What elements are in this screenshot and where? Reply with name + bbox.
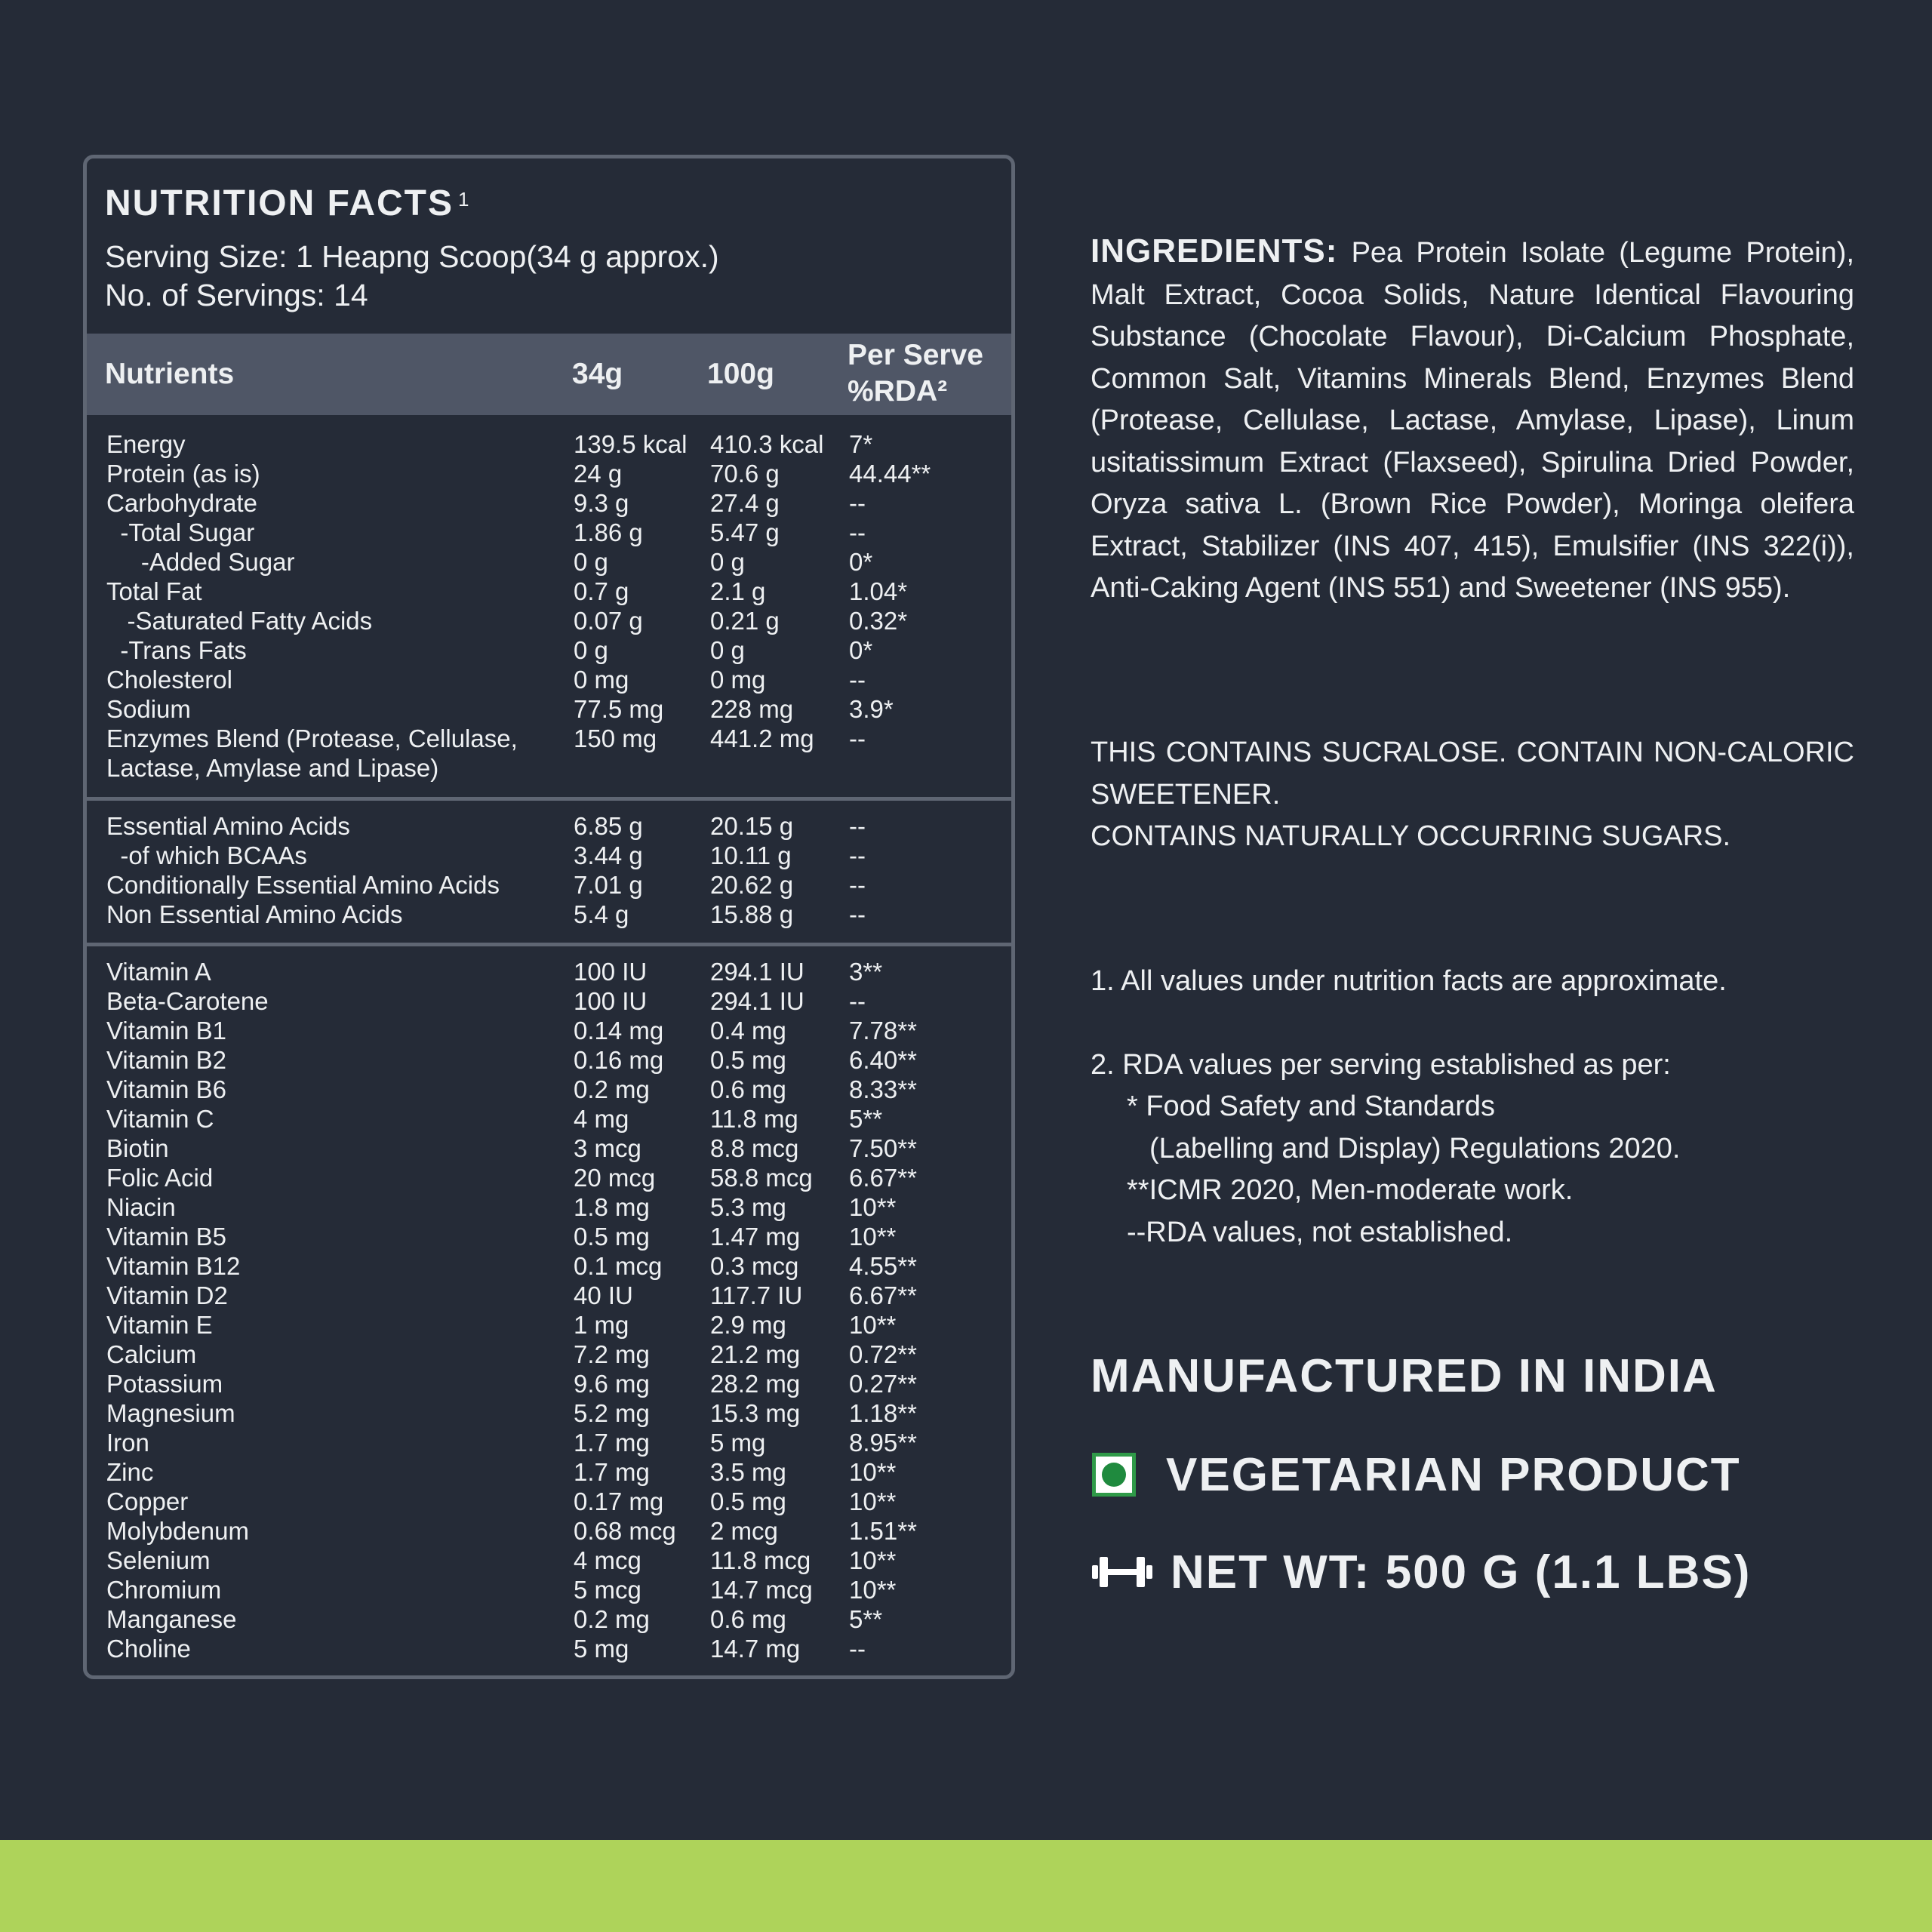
nutrient-row (87, 518, 1011, 547)
serving-info (105, 238, 719, 315)
value-100g: 0.5 mg (710, 1046, 786, 1074)
rda-percent: 1.51** (849, 1517, 917, 1545)
footnote-2-not-established: --RDA values, not established. (1127, 1216, 1513, 1248)
nutrient-row (87, 1163, 1011, 1192)
manufactured-in-india: MANUFACTURED IN INDIA (1091, 1350, 1718, 1402)
rda-percent: 10** (849, 1193, 897, 1221)
rda-percent: 10** (849, 1311, 897, 1339)
nutrient-name: Vitamin E (106, 1311, 213, 1339)
rda-percent: 7* (849, 430, 873, 458)
value-100g: 0.3 mcg (710, 1252, 799, 1280)
value-100g: 2.1 g (710, 577, 766, 605)
net-weight-badge (1091, 1542, 1751, 1602)
nutrient-row (87, 1546, 1011, 1575)
value-34g: 6.85 g (574, 812, 643, 840)
value-34g: 3 mcg (574, 1134, 641, 1162)
value-100g: 21.2 mg (710, 1340, 801, 1368)
value-34g: 0.16 mg (574, 1046, 664, 1074)
bottom-accent-band (0, 1840, 1932, 1932)
value-100g: 0 mg (710, 666, 766, 694)
nutrition-title: NUTRITION FACTS $^1$ (105, 183, 471, 223)
rda-percent: 6.67** (849, 1281, 917, 1309)
rda-percent: 3.9* (849, 695, 894, 723)
value-100g: 0 g (710, 548, 745, 576)
rda-percent: -- (849, 900, 866, 928)
rda-percent: 8.95** (849, 1429, 917, 1457)
nutrient-row (87, 1310, 1011, 1340)
value-34g: 5 mcg (574, 1576, 641, 1604)
value-34g: 139.5 kcal (574, 430, 688, 458)
nutrient-name: Vitamin B2 (106, 1046, 226, 1074)
nutrient-row (87, 724, 1011, 783)
rda-percent: 4.55** (849, 1252, 917, 1280)
macronutrients-section (87, 429, 1011, 783)
nutrient-row (87, 429, 1011, 459)
nutrient-name: -Saturated Fatty Acids (106, 607, 373, 635)
nutrient-row (87, 1075, 1011, 1104)
nutrient-name: Manganese (106, 1605, 237, 1633)
value-100g: 70.6 g (710, 460, 780, 488)
value-100g: 27.4 g (710, 489, 780, 517)
nutrient-row (87, 870, 1011, 900)
nutrient-name: Niacin (106, 1193, 176, 1221)
nutrient-row (87, 1575, 1011, 1604)
value-100g: 15.88 g (710, 900, 794, 928)
value-100g: 58.8 mcg (710, 1164, 813, 1192)
value-34g: 4 mcg (574, 1546, 641, 1574)
rda-percent: 3** (849, 958, 883, 986)
nutrient-name: -of which BCAAs (106, 841, 307, 869)
footnote-2-fssai: * Food Safety and Standards (1127, 1091, 1495, 1122)
rda-percent: 1.04* (849, 577, 908, 605)
value-100g: 28.2 mg (710, 1370, 801, 1398)
nutrient-name: Chromium (106, 1576, 222, 1604)
header-nutrients: Nutrients (105, 358, 235, 390)
value-34g: 0.68 mcg (574, 1517, 676, 1545)
rda-percent: -- (849, 987, 866, 1015)
nutrient-name: Vitamin B6 (106, 1075, 226, 1103)
rda-percent: -- (849, 489, 866, 517)
nutrient-name: Sodium (106, 695, 191, 723)
nutrient-name: Enzymes Blend (Protease, Cellulase, Lactase, Amylase and Lipase) (106, 724, 518, 782)
nutrient-name: Choline (106, 1635, 191, 1663)
header-100g: 100g (707, 358, 774, 390)
nutrient-name: -Trans Fats (106, 636, 247, 664)
nutrient-row (87, 1045, 1011, 1075)
rda-percent: -- (849, 518, 866, 546)
rda-percent: -- (849, 666, 866, 694)
nutrient-name: Total Fat (106, 577, 202, 605)
rda-percent: -- (849, 724, 866, 752)
section-divider (87, 797, 1011, 801)
nutrient-row (87, 1604, 1011, 1634)
footnotes (1091, 961, 1854, 1254)
value-100g: 2 mcg (710, 1517, 778, 1545)
value-34g: 1 mg (574, 1311, 629, 1339)
value-100g: 0.21 g (710, 607, 780, 635)
value-100g: 14.7 mg (710, 1635, 801, 1663)
rda-percent: -- (849, 1635, 866, 1663)
header-rda: Per Serve %RDA² (848, 339, 983, 408)
sucralose-notice: THIS CONTAINS SUCRALOSE. CONTAIN NON-CALORIC SWEETENER. (1091, 737, 1854, 811)
value-34g: 0.07 g (574, 607, 643, 635)
value-34g: 0.5 mg (574, 1223, 650, 1251)
micronutrients-section (87, 957, 1011, 1663)
nutrient-row (87, 1634, 1011, 1663)
value-34g: 100 IU (574, 987, 648, 1015)
value-34g: 0.7 g (574, 577, 629, 605)
nutrient-row (87, 957, 1011, 986)
sweetener-notice (1091, 732, 1854, 858)
footnote-2-regulation: (Labelling and Display) Regulations 2020. (1149, 1132, 1681, 1164)
nutrient-row (87, 1457, 1011, 1487)
vegetarian-label: VEGETARIAN PRODUCT (1166, 1448, 1741, 1501)
nutrient-row (87, 635, 1011, 665)
nutrient-row (87, 694, 1011, 724)
value-100g: 5.3 mg (710, 1193, 786, 1221)
value-100g: 11.8 mg (710, 1105, 798, 1133)
value-34g: 7.2 mg (574, 1340, 650, 1368)
value-100g: 0.6 mg (710, 1075, 786, 1103)
nutrient-row (87, 1222, 1011, 1251)
value-34g: 0 mg (574, 666, 629, 694)
nutrient-name: -Total Sugar (106, 518, 255, 546)
nutrient-row (87, 577, 1011, 606)
value-34g: 5.4 g (574, 900, 629, 928)
value-34g: 9.6 mg (574, 1370, 650, 1398)
value-100g: 3.5 mg (710, 1458, 786, 1486)
dumbbell-icon (1091, 1553, 1154, 1591)
nutrient-name: Calcium (106, 1340, 197, 1368)
nutrient-name: Vitamin B12 (106, 1252, 241, 1280)
value-100g: 11.8 mcg (710, 1546, 811, 1574)
header-34g: 34g (572, 358, 623, 390)
table-header (87, 334, 1011, 415)
nutrient-name: Non Essential Amino Acids (106, 900, 403, 928)
value-34g: 1.7 mg (574, 1429, 650, 1457)
ingredients-label: INGREDIENTS: (1091, 232, 1338, 269)
value-100g: 0.4 mg (710, 1017, 786, 1044)
nutrient-name: Vitamin B1 (106, 1017, 226, 1044)
rda-percent: 0.72** (849, 1340, 917, 1368)
value-100g: 441.2 mg (710, 724, 814, 752)
nutrient-row (87, 1251, 1011, 1281)
nutrient-name: Energy (106, 430, 186, 458)
value-100g: 410.3 kcal (710, 430, 824, 458)
value-100g: 2.9 mg (710, 1311, 786, 1339)
rda-percent: -- (849, 812, 866, 840)
nutrient-row (87, 1487, 1011, 1516)
value-34g: 7.01 g (574, 871, 643, 899)
value-100g: 294.1 IU (710, 958, 804, 986)
value-100g: 14.7 mcg (710, 1576, 813, 1604)
value-100g: 10.11 g (710, 841, 792, 869)
nutrient-name: Vitamin C (106, 1105, 214, 1133)
rda-percent: 0.27** (849, 1370, 917, 1398)
rda-percent: -- (849, 871, 866, 899)
rda-percent: 0* (849, 548, 873, 576)
footnote-2-icmr: **ICMR 2020, Men-moderate work. (1127, 1174, 1574, 1206)
rda-percent: 10** (849, 1576, 897, 1604)
value-34g: 0.2 mg (574, 1075, 650, 1103)
nutrient-row (87, 1340, 1011, 1369)
value-100g: 0.6 mg (710, 1605, 786, 1633)
value-34g: 77.5 mg (574, 695, 664, 723)
nutrient-name: Potassium (106, 1370, 223, 1398)
value-100g: 117.7 IU (710, 1281, 803, 1309)
nutrition-facts-panel (83, 155, 1015, 1679)
servings-count: No. of Servings: 14 (105, 278, 368, 312)
value-34g: 0.14 mg (574, 1017, 664, 1044)
serving-size: Serving Size: 1 Heapng Scoop(34 g approx.) (105, 239, 719, 274)
value-100g: 228 mg (710, 695, 794, 723)
value-100g: 0.5 mg (710, 1487, 786, 1515)
nutrient-row (87, 488, 1011, 518)
rda-percent: 7.78** (849, 1017, 917, 1044)
nutrient-name: Conditionally Essential Amino Acids (106, 871, 500, 899)
nutrient-row (87, 459, 1011, 488)
ingredients-list: Pea Protein Isolate (Legume Protein), Malt Extract, Cocoa Solids, Nature Identical Flavouring Substance (Chocolate Flavour), Di-Calcium Phosphate, Common Salt, Vitamins Minerals Blend, Enzymes Blend (Protease, Cellulase, Lactase, Amylase, Lipase), Linum usitatissimum Extract (Flaxseed), Spirulina Dried Powder, Oryza sativa L. (Brown Rice Powder), Moringa oleifera Extract, Stabilizer (INS 407, 415), Emulsifier (INS 322(i)), Anti-Caking Agent (INS 551) and Sweetener (INS 955). (1091, 237, 1854, 604)
nutrient-name: Protein (as is) (106, 460, 260, 488)
nutrient-row (87, 986, 1011, 1016)
natural-sugars-notice: CONTAINS NATURALLY OCCURRING SUGARS. (1091, 820, 1731, 852)
nutrient-row (87, 1281, 1011, 1310)
value-34g: 1.7 mg (574, 1458, 650, 1486)
nutrient-name: Selenium (106, 1546, 211, 1574)
nutrient-name: Essential Amino Acids (106, 812, 350, 840)
value-34g: 20 mcg (574, 1164, 656, 1192)
rda-percent: 10** (849, 1546, 897, 1574)
value-34g: 9.3 g (574, 489, 629, 517)
rda-percent: 7.50** (849, 1134, 917, 1162)
nutrient-row (87, 1134, 1011, 1163)
nutrient-row (87, 1428, 1011, 1457)
rda-percent: -- (849, 841, 866, 869)
footnote-2: 2. RDA values per serving established as per: (1091, 1048, 1671, 1081)
value-100g: 15.3 mg (710, 1399, 801, 1427)
rda-percent: 0* (849, 636, 873, 664)
rda-percent: 1.18** (849, 1399, 917, 1427)
nutrient-row (87, 1369, 1011, 1398)
value-100g: 8.8 mcg (710, 1134, 799, 1162)
value-34g: 24 g (574, 460, 623, 488)
footnote-1: 1. All values under nutrition facts are approximate. (1091, 965, 1727, 997)
rda-percent: 0.32* (849, 607, 908, 635)
nutrient-name: Vitamin B5 (106, 1223, 226, 1251)
value-100g: 20.62 g (710, 871, 794, 899)
value-34g: 100 IU (574, 958, 648, 986)
value-34g: 0 g (574, 548, 608, 576)
value-100g: 5.47 g (710, 518, 780, 546)
value-34g: 3.44 g (574, 841, 643, 869)
value-100g: 0 g (710, 636, 745, 664)
nutrient-name: -Added Sugar (106, 548, 295, 576)
vegetarian-badge (1091, 1444, 1741, 1505)
rda-percent: 6.67** (849, 1164, 917, 1192)
nutrient-name: Vitamin A (106, 958, 211, 986)
nutrient-row (87, 1104, 1011, 1134)
nutrient-name: Biotin (106, 1134, 169, 1162)
value-34g: 0.2 mg (574, 1605, 650, 1633)
nutrient-name: Zinc (106, 1458, 154, 1486)
nutrient-row (87, 1016, 1011, 1045)
value-34g: 4 mg (574, 1105, 629, 1133)
nutrient-name: Folic Acid (106, 1164, 214, 1192)
section-divider (87, 943, 1011, 946)
nutrient-name: Magnesium (106, 1399, 235, 1427)
nutrition-title-footnote: 1 (457, 188, 471, 211)
value-100g: 20.15 g (710, 812, 794, 840)
rda-percent: 44.44** (849, 460, 931, 488)
nutrient-name: Iron (106, 1429, 149, 1457)
veg-mark-icon (1092, 1453, 1136, 1497)
nutrient-row (87, 665, 1011, 694)
nutrient-name: Molybdenum (106, 1517, 249, 1545)
rda-percent: 10** (849, 1458, 897, 1486)
nutrient-name: Beta-Carotene (106, 987, 269, 1015)
rda-percent: 8.33** (849, 1075, 917, 1103)
nutrient-name: Vitamin D2 (106, 1281, 228, 1309)
rda-percent: 5** (849, 1605, 883, 1633)
nutrient-row (87, 811, 1011, 841)
value-34g: 0.1 mcg (574, 1252, 663, 1280)
amino-acids-section (87, 811, 1011, 929)
value-34g: 0.17 mg (574, 1487, 664, 1515)
rda-percent: 10** (849, 1487, 897, 1515)
rda-percent: 6.40** (849, 1046, 917, 1074)
rda-percent: 10** (849, 1223, 897, 1251)
nutrient-row (87, 547, 1011, 577)
value-100g: 5 mg (710, 1429, 766, 1457)
value-34g: 150 mg (574, 724, 657, 752)
value-34g: 40 IU (574, 1281, 633, 1309)
nutrient-name: Cholesterol (106, 666, 232, 694)
value-34g: 5 mg (574, 1635, 629, 1663)
nutrient-name: Copper (106, 1487, 189, 1515)
nutrient-row (87, 1398, 1011, 1428)
value-34g: 5.2 mg (574, 1399, 650, 1427)
net-weight-label: NET WT: 500 G (1.1 LBS) (1171, 1546, 1752, 1598)
nutrient-row (87, 606, 1011, 635)
value-34g: 0 g (574, 636, 608, 664)
value-34g: 1.86 g (574, 518, 643, 546)
value-100g: 1.47 mg (710, 1223, 801, 1251)
nutrient-row (87, 1192, 1011, 1222)
nutrient-name: Carbohydrate (106, 489, 257, 517)
value-34g: 1.8 mg (574, 1193, 650, 1221)
nutrient-row (87, 900, 1011, 929)
ingredients-text (1091, 230, 1854, 610)
value-100g: 294.1 IU (710, 987, 804, 1015)
nutrient-row (87, 1516, 1011, 1546)
nutrient-row (87, 841, 1011, 870)
rda-percent: 5** (849, 1105, 883, 1133)
